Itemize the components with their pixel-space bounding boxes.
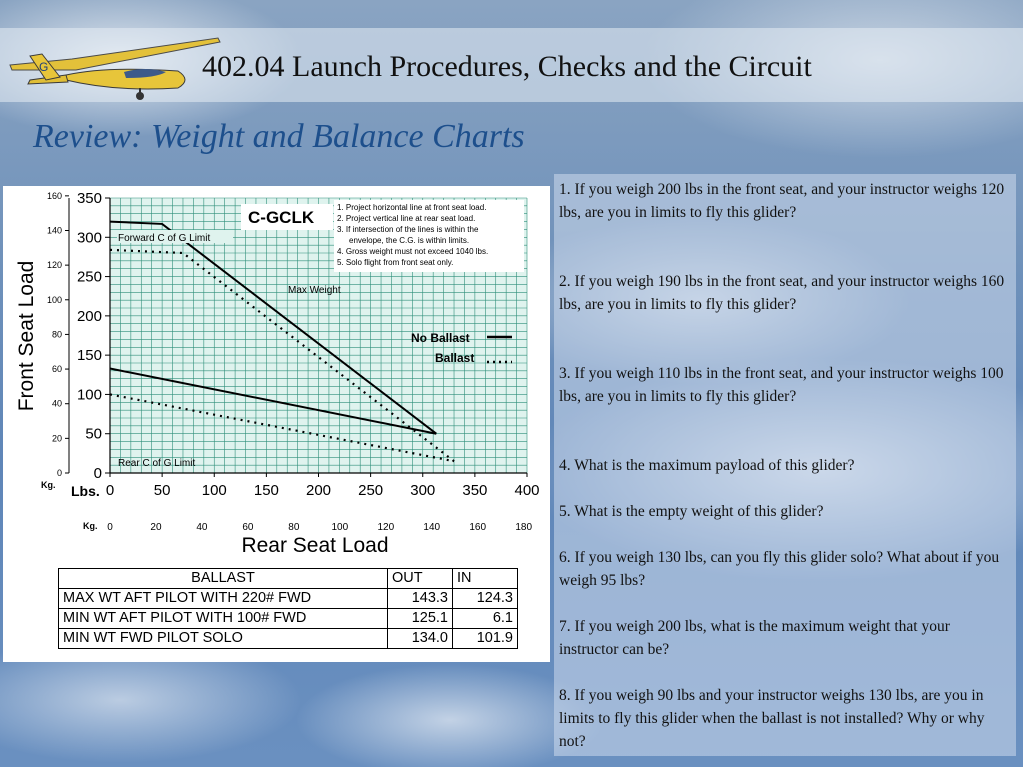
y-tick-label: 350 xyxy=(76,190,102,207)
x-kg-label: Kg. xyxy=(83,521,98,531)
x-tick-label: 0 xyxy=(105,482,115,499)
y-kg-tick-label: 120 xyxy=(46,260,62,271)
question-2: 2. If you weigh 190 lbs in the front seat, and your instructor weighs 160 lbs, are you in limits to fly this glider? xyxy=(559,273,1005,313)
annotation-rear-cg: Rear C of G Limit xyxy=(118,458,196,469)
row-out: 143.3 xyxy=(388,589,453,609)
note-2: 2. Project vertical line at rear seat load. xyxy=(337,214,476,223)
legend-ballast-label: Ballast xyxy=(435,351,475,365)
questions-panel xyxy=(554,174,1016,756)
table-row xyxy=(59,629,518,649)
y-kg-tick-label: 60 xyxy=(51,364,62,375)
x-kg-tick-label: 20 xyxy=(150,522,162,533)
slide-subtitle: Review: Weight and Balance Charts xyxy=(33,118,525,155)
x-kg-tick-label: 140 xyxy=(423,522,441,533)
glider-registration: G xyxy=(39,60,49,74)
slide-title: 402.04 Launch Procedures, Checks and the Circuit xyxy=(202,50,812,83)
y-kg-tick-label: 40 xyxy=(51,398,62,409)
x-axis-title: Rear Seat Load xyxy=(241,534,389,557)
y-kg-tick-label: 0 xyxy=(56,468,62,478)
y-tick-label: 100 xyxy=(76,386,102,404)
chart-title: C-GCLK xyxy=(248,208,315,227)
row-out: 125.1 xyxy=(388,609,453,629)
x-kg-tick-label: 80 xyxy=(288,522,300,533)
annotation-forward-cg: Forward C of G Limit xyxy=(118,233,211,244)
question-4: 4. What is the maximum payload of this glider? xyxy=(559,457,855,474)
y-kg-tick-label: 20 xyxy=(51,433,62,444)
y-axis-title: Front Seat Load xyxy=(15,260,38,412)
y-tick-label: 50 xyxy=(85,425,102,443)
y-kg-label: Kg. xyxy=(41,480,56,490)
row-label: MIN WT FWD PILOT SOLO xyxy=(59,629,388,649)
x-units-label: Lbs. xyxy=(71,483,100,499)
table-row xyxy=(59,589,518,609)
y-tick-label: 250 xyxy=(76,268,102,286)
x-kg-tick-label: 160 xyxy=(469,522,487,533)
header-ballast: BALLAST xyxy=(59,569,388,589)
y-kg-tick-label: 160 xyxy=(46,190,62,201)
y-tick-label: 150 xyxy=(76,347,102,365)
note-4: 4. Gross weight must not exceed 1040 lbs. xyxy=(337,247,489,256)
weight-balance-chart-panel xyxy=(3,186,550,662)
y-kg-tick-label: 80 xyxy=(51,329,62,340)
glider-image xyxy=(6,28,221,100)
ballast-table-header xyxy=(59,569,518,589)
question-3: 3. If you weigh 110 lbs in the front seat, and your instructor weighs 100 lbs, are you in limits to fly this glider? xyxy=(559,365,1004,405)
x-tick-label: 100 xyxy=(201,482,227,499)
header-out: OUT xyxy=(388,569,453,589)
note-5: 5. Solo flight from front seat only. xyxy=(337,258,454,267)
note-1: 1. Project horizontal line at front seat load. xyxy=(337,203,487,212)
y-kg-tick-label: 100 xyxy=(46,294,62,305)
legend-no-ballast-label: No Ballast xyxy=(411,331,470,345)
x-kg-tick-label: 60 xyxy=(242,522,254,533)
x-kg-tick-label: 100 xyxy=(331,522,349,533)
x-tick-label: 250 xyxy=(358,482,384,499)
row-in: 124.3 xyxy=(453,589,518,609)
row-label: MAX WT AFT PILOT WITH 220# FWD xyxy=(59,589,388,609)
x-tick-label: 400 xyxy=(514,482,540,499)
note-3-cont: envelope, the C.G. is within limits. xyxy=(349,236,470,245)
x-tick-label: 200 xyxy=(305,482,332,499)
x-tick-label: 300 xyxy=(410,482,436,499)
question-8: 8. If you weigh 90 lbs and your instructor weighs 130 lbs, are you in limits to fly this glider when the ballast is not installed? Why or why not? xyxy=(559,687,985,750)
y-tick-label: 300 xyxy=(76,229,102,247)
ballast-table xyxy=(58,568,518,649)
x-kg-tick-label: 0 xyxy=(107,522,113,533)
x-tick-label: 50 xyxy=(153,482,171,499)
y-ticks-lbs xyxy=(77,190,110,482)
question-6: 6. If you weigh 130 lbs, can you fly this glider solo? What about if you weigh 95 lbs? xyxy=(559,549,1000,589)
y-kg-tick-label: 140 xyxy=(46,225,62,236)
row-out: 134.0 xyxy=(388,629,453,649)
question-1: 1. If you weigh 200 lbs in the front seat, and your instructor weighs 120 lbs, are you in limits to fly this glider? xyxy=(559,181,1005,221)
annotation-max-weight: Max Weight xyxy=(288,285,341,296)
x-ticks-kg xyxy=(107,522,532,533)
row-label: MIN WT AFT PILOT WITH 100# FWD xyxy=(59,609,388,629)
question-7: 7. If you weigh 200 lbs, what is the maximum weight that your instructor can be? xyxy=(559,618,950,658)
y-ticks-kg xyxy=(47,191,69,478)
x-ticks-lbs xyxy=(106,473,540,499)
weight-balance-chart xyxy=(3,186,550,566)
row-in: 6.1 xyxy=(453,609,518,629)
x-tick-label: 150 xyxy=(253,482,279,499)
y-tick-label: 200 xyxy=(76,307,102,325)
x-kg-tick-label: 40 xyxy=(196,522,208,533)
x-kg-tick-label: 180 xyxy=(515,522,533,533)
x-kg-tick-label: 120 xyxy=(377,522,395,533)
question-5: 5. What is the empty weight of this glider? xyxy=(559,503,824,520)
x-tick-label: 350 xyxy=(462,482,488,499)
note-3: 3. If intersection of the lines is within the xyxy=(337,225,479,234)
y-tick-label: 0 xyxy=(93,465,102,482)
row-in: 101.9 xyxy=(453,629,518,649)
header-in: IN xyxy=(453,569,518,589)
table-row xyxy=(59,609,518,629)
